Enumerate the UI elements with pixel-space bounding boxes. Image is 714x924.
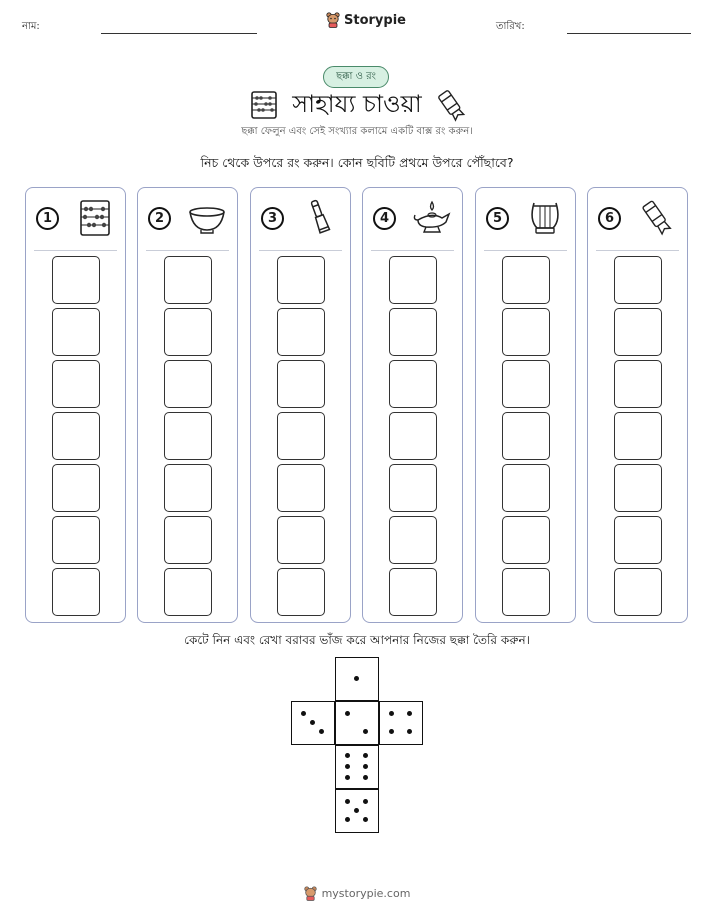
footer (0, 886, 714, 901)
bear-mascot-icon (326, 12, 340, 28)
color-box[interactable] (389, 256, 437, 304)
column-divider (596, 250, 679, 251)
color-box[interactable] (614, 412, 662, 460)
column-5 (475, 187, 576, 623)
color-box[interactable] (502, 464, 550, 512)
color-box[interactable] (614, 256, 662, 304)
column-divider (146, 250, 229, 251)
color-box[interactable] (277, 308, 325, 356)
instruction: নিচ থেকে উপরে রং করুন। কোন ছবিটি প্রথমে উপরে পৌঁছাবে? (200, 155, 514, 170)
dice-face-4 (379, 701, 423, 745)
color-box[interactable] (164, 568, 212, 616)
bowl-icon (187, 198, 227, 238)
color-box[interactable] (52, 464, 100, 512)
color-box[interactable] (502, 256, 550, 304)
color-box[interactable] (614, 360, 662, 408)
date-label: তারিখ: (496, 21, 525, 32)
column-4 (362, 187, 463, 623)
color-box[interactable] (164, 256, 212, 304)
column-6 (587, 187, 688, 623)
scroll-title-icon (436, 88, 466, 122)
color-box[interactable] (52, 568, 100, 616)
dice-pip (345, 711, 350, 716)
color-box[interactable] (614, 308, 662, 356)
color-box[interactable] (277, 360, 325, 408)
dice-pip (363, 729, 368, 734)
dice-pip (363, 817, 368, 822)
column-number: 5 (486, 207, 509, 230)
column-header (363, 188, 462, 248)
column-header (138, 188, 237, 248)
dice-pip (345, 764, 350, 769)
color-box[interactable] (164, 308, 212, 356)
dice-pip (354, 808, 359, 813)
subtitle: ছক্কা ফেলুন এবং সেই সংখ্যার কলামে একটি বাক্স রং করুন। (241, 126, 473, 137)
color-box[interactable] (502, 412, 550, 460)
column-header (588, 188, 687, 248)
color-box[interactable] (389, 412, 437, 460)
color-box[interactable] (52, 412, 100, 460)
color-box[interactable] (277, 568, 325, 616)
column-divider (371, 250, 454, 251)
cut-instruction: কেটে নিন এবং রেখা বরাবর ভাঁজ করে আপনার নিজের ছক্কা তৈরি করুন। (184, 633, 530, 647)
dice-pip (363, 799, 368, 804)
color-box[interactable] (502, 516, 550, 564)
abacus-icon (75, 198, 115, 238)
column-number: 1 (36, 207, 59, 230)
dice-pip (310, 720, 315, 725)
dice-pip (301, 711, 306, 716)
name-line[interactable] (101, 33, 257, 34)
color-box[interactable] (277, 256, 325, 304)
abacus-title-icon (250, 90, 278, 120)
column-header (26, 188, 125, 248)
color-box[interactable] (389, 464, 437, 512)
color-box[interactable] (502, 360, 550, 408)
dice-face-5 (335, 789, 379, 833)
color-box[interactable] (389, 360, 437, 408)
dice-pip (345, 775, 350, 780)
color-box[interactable] (614, 568, 662, 616)
dice-pip (363, 775, 368, 780)
oil-lamp-icon (412, 198, 452, 238)
dice-pip (354, 676, 359, 681)
page-title: সাহায্য চাওয়া (292, 90, 422, 118)
dice-pip (319, 729, 324, 734)
color-box[interactable] (52, 516, 100, 564)
column-2 (137, 187, 238, 623)
color-box[interactable] (164, 464, 212, 512)
column-number: 2 (148, 207, 171, 230)
column-number: 3 (261, 207, 284, 230)
color-box[interactable] (164, 516, 212, 564)
dice-pip (389, 711, 394, 716)
dice-pip (389, 729, 394, 734)
dice-pip (363, 764, 368, 769)
chisel-icon (300, 198, 340, 238)
brand-logo (326, 12, 406, 28)
lyre-icon (525, 198, 565, 238)
brand-name: Storypie (344, 12, 406, 28)
dice-pip (345, 753, 350, 758)
color-box[interactable] (52, 256, 100, 304)
color-box[interactable] (277, 516, 325, 564)
column-divider (259, 250, 342, 251)
column-1 (25, 187, 126, 623)
dice-face-6 (335, 745, 379, 789)
color-box[interactable] (52, 308, 100, 356)
dice-pip (363, 753, 368, 758)
bear-mascot-icon (304, 886, 317, 901)
dice-face-1 (335, 657, 379, 701)
scroll-icon (637, 198, 677, 238)
date-line[interactable] (567, 33, 691, 34)
color-box[interactable] (52, 360, 100, 408)
dice-face-3 (291, 701, 335, 745)
color-box[interactable] (614, 464, 662, 512)
column-divider (484, 250, 567, 251)
category-tag: ছক্কা ও রং (323, 66, 389, 88)
dice-pip (345, 799, 350, 804)
color-box[interactable] (277, 464, 325, 512)
color-box[interactable] (502, 568, 550, 616)
dice-pip (407, 711, 412, 716)
footer-url[interactable]: mystorypie.com (321, 887, 411, 900)
color-box[interactable] (614, 516, 662, 564)
dice-face-2 (335, 701, 379, 745)
column-3 (250, 187, 351, 623)
color-box[interactable] (277, 412, 325, 460)
name-label: নাম: (22, 21, 40, 32)
color-box[interactable] (389, 568, 437, 616)
column-number: 4 (373, 207, 396, 230)
dice-pip (345, 817, 350, 822)
column-divider (34, 250, 117, 251)
column-number: 6 (598, 207, 621, 230)
color-box[interactable] (389, 516, 437, 564)
color-box[interactable] (164, 412, 212, 460)
column-header (251, 188, 350, 248)
color-box[interactable] (164, 360, 212, 408)
color-box[interactable] (389, 308, 437, 356)
color-box[interactable] (502, 308, 550, 356)
column-header (476, 188, 575, 248)
dice-pip (407, 729, 412, 734)
